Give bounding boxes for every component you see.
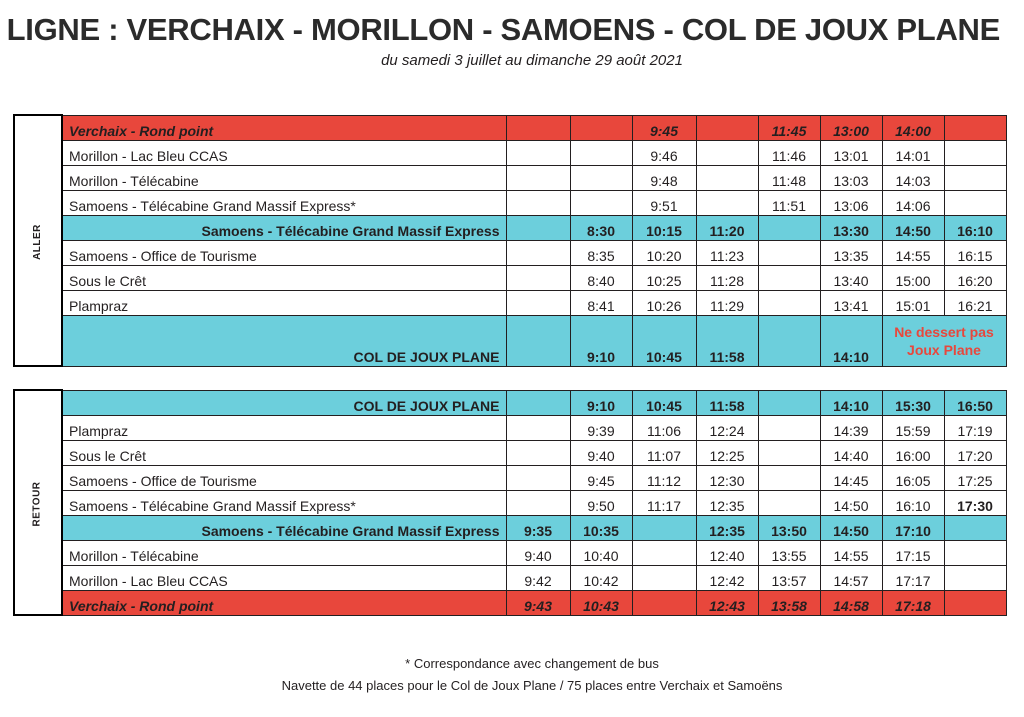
- departure-time: 14:50: [820, 490, 882, 515]
- departure-time: 9:51: [632, 190, 696, 215]
- departure-time: [506, 240, 570, 265]
- timetable-row: [14, 490, 1006, 515]
- departure-time: 9:40: [570, 440, 632, 465]
- departure-time: 9:45: [632, 115, 696, 140]
- timetable-row: [14, 390, 1006, 415]
- departure-time: 10:20: [632, 240, 696, 265]
- departure-time: [758, 290, 820, 315]
- departure-time: [570, 165, 632, 190]
- departure-time: [944, 165, 1006, 190]
- departure-time: 15:01: [882, 290, 944, 315]
- departure-time: 11:48: [758, 165, 820, 190]
- departure-time: 14:50: [882, 215, 944, 240]
- departure-time: 12:24: [696, 415, 758, 440]
- aller-direction-label: [14, 115, 62, 366]
- retour-direction-label: [14, 390, 62, 615]
- stop-name: Samoens - Télécabine Grand Massif Express*: [62, 490, 506, 515]
- departure-time: 11:46: [758, 140, 820, 165]
- timetable-row: [14, 565, 1006, 590]
- departure-time: 12:25: [696, 440, 758, 465]
- departure-time: [506, 140, 570, 165]
- departure-time: [944, 190, 1006, 215]
- departure-time: 14:10: [820, 315, 882, 366]
- aller-section: [14, 115, 1006, 366]
- departure-time: 16:50: [944, 390, 1006, 415]
- departure-time: 10:26: [632, 290, 696, 315]
- departure-time: [506, 290, 570, 315]
- departure-time: 8:40: [570, 265, 632, 290]
- departure-time: [944, 515, 1006, 540]
- departure-time: 8:41: [570, 290, 632, 315]
- departure-time: 17:25: [944, 465, 1006, 490]
- departure-time: 14:03: [882, 165, 944, 190]
- departure-time: [758, 465, 820, 490]
- departure-time: 9:35: [506, 515, 570, 540]
- stop-name: Plampraz: [62, 415, 506, 440]
- departure-time: [944, 140, 1006, 165]
- departure-time: 13:58: [758, 590, 820, 615]
- capacity-note: Navette de 44 places pour le Col de Joux Plane / 75 places entre Verchaix et Samoëns: [281, 678, 783, 693]
- departure-time: [758, 215, 820, 240]
- departure-time: 11:51: [758, 190, 820, 215]
- departure-time: [944, 590, 1006, 615]
- timetable-row: [14, 140, 1006, 165]
- departure-time: 15:30: [882, 390, 944, 415]
- departure-time: [570, 190, 632, 215]
- departure-time: 10:45: [632, 315, 696, 366]
- timetable-row: [14, 240, 1006, 265]
- stop-name: COL DE JOUX PLANE: [62, 315, 506, 366]
- timetable-row: [14, 115, 1006, 140]
- departure-time: [944, 565, 1006, 590]
- departure-time: 16:05: [882, 465, 944, 490]
- stop-name: Verchaix - Rond point: [62, 115, 506, 140]
- departure-time: [632, 540, 696, 565]
- departure-time: 17:18: [882, 590, 944, 615]
- departure-time: 14:00: [882, 115, 944, 140]
- stop-name: Samoens - Télécabine Grand Massif Express: [62, 515, 506, 540]
- departure-time: [758, 240, 820, 265]
- departure-time: [506, 490, 570, 515]
- footnote: * Correspondance avec changement de bus: [405, 656, 659, 671]
- departure-time: 16:10: [882, 490, 944, 515]
- departure-time: 16:20: [944, 265, 1006, 290]
- departure-time: 11:20: [696, 215, 758, 240]
- aller-label-text: ALLER: [32, 224, 43, 260]
- departure-time: 16:10: [944, 215, 1006, 240]
- no-service-note: Ne dessert pas Joux Plane: [882, 315, 1006, 366]
- departure-time: 16:21: [944, 290, 1006, 315]
- departure-time: [696, 190, 758, 215]
- departure-time: 12:35: [696, 490, 758, 515]
- stop-name: Verchaix - Rond point: [62, 590, 506, 615]
- departure-time: 11:12: [632, 465, 696, 490]
- departure-time: 9:10: [570, 315, 632, 366]
- departure-time: 17:17: [882, 565, 944, 590]
- timetable-row: [14, 590, 1006, 615]
- departure-time: 8:35: [570, 240, 632, 265]
- timetable-row: [14, 265, 1006, 290]
- departure-time: 14:57: [820, 565, 882, 590]
- departure-time: 10:42: [570, 565, 632, 590]
- departure-time: 13:50: [758, 515, 820, 540]
- departure-time: 15:00: [882, 265, 944, 290]
- departure-time: 11:28: [696, 265, 758, 290]
- timetable-row: [14, 165, 1006, 190]
- stop-name: Samoens - Office de Tourisme: [62, 465, 506, 490]
- departure-time: 9:40: [506, 540, 570, 565]
- departure-time: [570, 140, 632, 165]
- departure-time: 8:30: [570, 215, 632, 240]
- departure-time: 14:50: [820, 515, 882, 540]
- departure-time: [506, 265, 570, 290]
- departure-time: [506, 215, 570, 240]
- departure-time: 9:42: [506, 565, 570, 590]
- departure-time: 17:30: [944, 490, 1006, 515]
- departure-time: 11:07: [632, 440, 696, 465]
- departure-time: 10:25: [632, 265, 696, 290]
- departure-time: 14:45: [820, 465, 882, 490]
- departure-time: 14:01: [882, 140, 944, 165]
- departure-time: 11:17: [632, 490, 696, 515]
- stop-name: Sous le Crêt: [62, 440, 506, 465]
- stop-name: Morillon - Lac Bleu CCAS: [62, 565, 506, 590]
- departure-time: 11:06: [632, 415, 696, 440]
- departure-time: 16:15: [944, 240, 1006, 265]
- departure-time: 13:35: [820, 240, 882, 265]
- retour-label-text: RETOUR: [31, 481, 43, 527]
- timetable-row: [14, 465, 1006, 490]
- departure-time: [506, 315, 570, 366]
- departure-time: 11:29: [696, 290, 758, 315]
- departure-time: 13:57: [758, 565, 820, 590]
- departure-time: 12:30: [696, 465, 758, 490]
- departure-time: [758, 415, 820, 440]
- departure-time: 13:06: [820, 190, 882, 215]
- retour-section: [14, 390, 1006, 615]
- departure-time: [506, 390, 570, 415]
- departure-time: 9:48: [632, 165, 696, 190]
- departure-time: 14:55: [882, 240, 944, 265]
- departure-time: 11:23: [696, 240, 758, 265]
- departure-time: [758, 315, 820, 366]
- departure-time: 13:55: [758, 540, 820, 565]
- departure-time: 9:45: [570, 465, 632, 490]
- stop-name: Samoens - Office de Tourisme: [62, 240, 506, 265]
- departure-time: 14:39: [820, 415, 882, 440]
- departure-time: [506, 165, 570, 190]
- departure-time: 9:46: [632, 140, 696, 165]
- departure-time: [696, 140, 758, 165]
- stop-name: Morillon - Lac Bleu CCAS: [62, 140, 506, 165]
- departure-time: 14:40: [820, 440, 882, 465]
- departure-time: [944, 540, 1006, 565]
- departure-time: 14:10: [820, 390, 882, 415]
- departure-time: 14:55: [820, 540, 882, 565]
- stop-name: Morillon - Télécabine: [62, 540, 506, 565]
- departure-time: 9:43: [506, 590, 570, 615]
- stop-name: Plampraz: [62, 290, 506, 315]
- page-subtitle: du samedi 3 juillet au dimanche 29 août 2021: [381, 52, 683, 69]
- section-gap: [14, 366, 1006, 390]
- timetable-row: [14, 515, 1006, 540]
- departure-time: 12:40: [696, 540, 758, 565]
- timetable-row: [14, 190, 1006, 215]
- departure-time: 11:58: [696, 390, 758, 415]
- departure-time: 10:15: [632, 215, 696, 240]
- departure-time: 9:10: [570, 390, 632, 415]
- departure-time: [758, 265, 820, 290]
- departure-time: 13:01: [820, 140, 882, 165]
- departure-time: 12:42: [696, 565, 758, 590]
- timetable-row: [14, 290, 1006, 315]
- departure-time: 17:19: [944, 415, 1006, 440]
- departure-time: 14:58: [820, 590, 882, 615]
- departure-time: 10:35: [570, 515, 632, 540]
- departure-time: 13:00: [820, 115, 882, 140]
- departure-time: 16:00: [882, 440, 944, 465]
- departure-time: [506, 115, 570, 140]
- departure-time: 15:59: [882, 415, 944, 440]
- departure-time: [506, 465, 570, 490]
- departure-time: [944, 115, 1006, 140]
- departure-time: 11:58: [696, 315, 758, 366]
- departure-time: 9:50: [570, 490, 632, 515]
- departure-time: 17:15: [882, 540, 944, 565]
- departure-time: 13:03: [820, 165, 882, 190]
- timetable-row: [14, 215, 1006, 240]
- departure-time: 9:39: [570, 415, 632, 440]
- stop-name: Sous le Crêt: [62, 265, 506, 290]
- departure-time: 13:40: [820, 265, 882, 290]
- departure-time: 13:41: [820, 290, 882, 315]
- timetable-row: [14, 440, 1006, 465]
- departure-time: 14:06: [882, 190, 944, 215]
- departure-time: 12:35: [696, 515, 758, 540]
- timetable-row: [14, 415, 1006, 440]
- departure-time: 10:43: [570, 590, 632, 615]
- departure-time: 11:45: [758, 115, 820, 140]
- departure-time: 17:20: [944, 440, 1006, 465]
- departure-time: 12:43: [696, 590, 758, 615]
- departure-time: [758, 390, 820, 415]
- departure-time: [758, 440, 820, 465]
- stop-name: Samoens - Télécabine Grand Massif Express*: [62, 190, 506, 215]
- stop-name: Samoens - Télécabine Grand Massif Express: [62, 215, 506, 240]
- departure-time: [506, 415, 570, 440]
- page-title: LIGNE : VERCHAIX - MORILLON - SAMOENS - COL DE JOUX PLANE: [6, 12, 1000, 47]
- departure-time: [758, 490, 820, 515]
- timetable-row: [14, 540, 1006, 565]
- timetable-row: [14, 315, 1006, 366]
- departure-time: [506, 190, 570, 215]
- stop-name: Morillon - Télécabine: [62, 165, 506, 190]
- departure-time: [696, 115, 758, 140]
- departure-time: [506, 440, 570, 465]
- timetable: [13, 114, 1007, 616]
- departure-time: [632, 565, 696, 590]
- departure-time: 10:45: [632, 390, 696, 415]
- departure-time: [632, 590, 696, 615]
- departure-time: 17:10: [882, 515, 944, 540]
- departure-time: 10:40: [570, 540, 632, 565]
- departure-time: 13:30: [820, 215, 882, 240]
- departure-time: [696, 165, 758, 190]
- stop-name: COL DE JOUX PLANE: [62, 390, 506, 415]
- departure-time: [632, 515, 696, 540]
- departure-time: [570, 115, 632, 140]
